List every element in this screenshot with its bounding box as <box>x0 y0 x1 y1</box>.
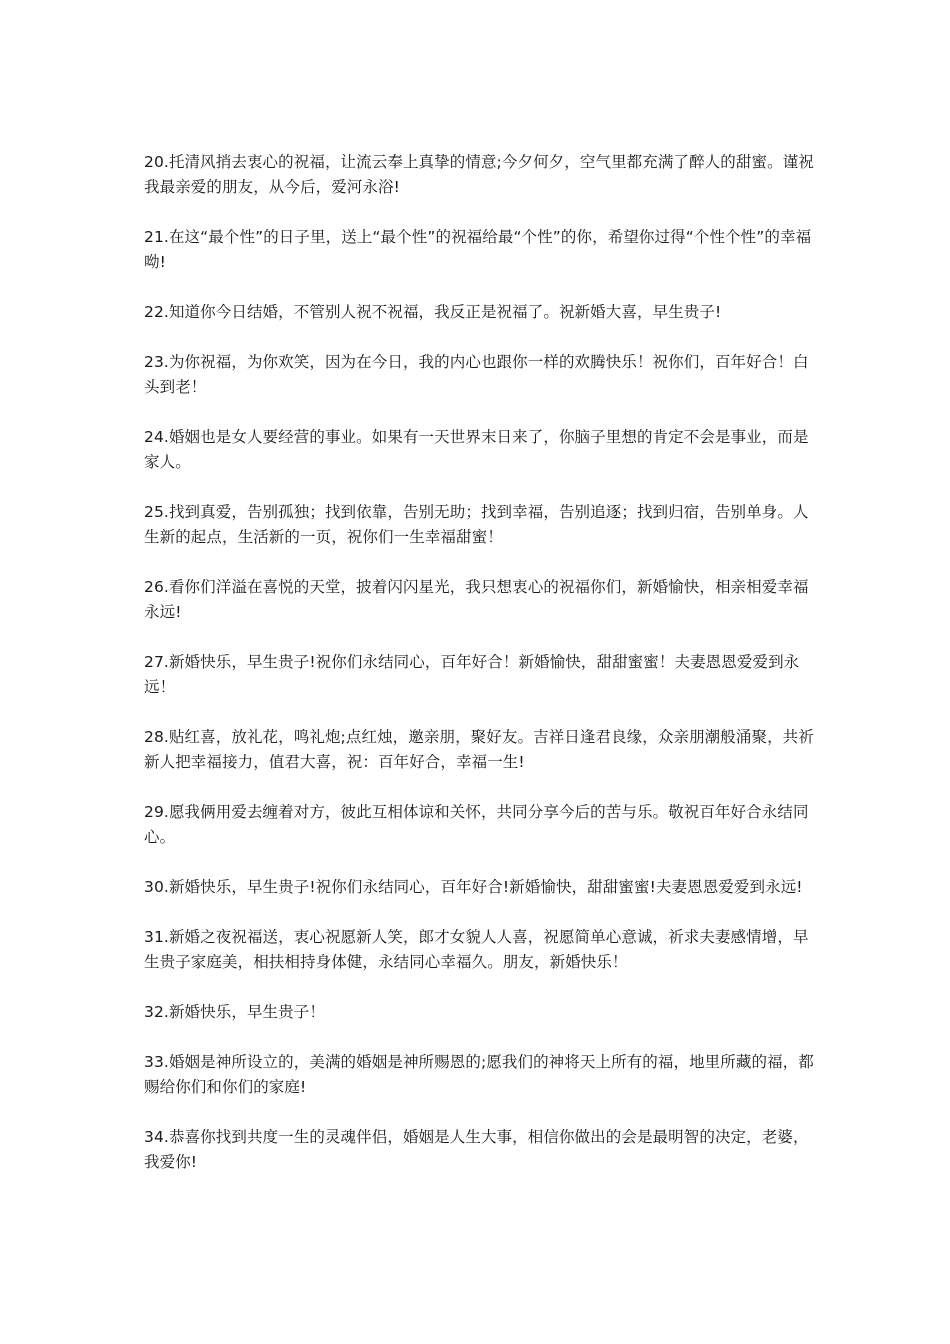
wish-paragraph-23: 23.为你祝福，为你欢笑，因为在今日，我的内心也跟你一样的欢腾快乐！祝你们，百年好合！白头到老！ <box>144 353 809 396</box>
wish-paragraph-33: 33.婚姻是神所设立的，美满的婚姻是神所赐恩的;愿我们的神将天上所有的福，地里所藏的福，都赐给你们和你们的家庭! <box>144 1053 814 1096</box>
wish-paragraph-27: 27.新婚快乐，早生贵子!祝你们永结同心，百年好合！新婚愉快，甜甜蜜蜜！夫妻恩恩爱爱到永远！ <box>144 653 800 696</box>
wish-paragraph-29: 29.愿我俩用爱去缠着对方，彼此互相体谅和关怀，共同分享今后的苦与乐。敬祝百年好合永结同心。 <box>144 803 809 846</box>
wish-paragraph-21: 21.在这“最个性”的日子里，送上“最个性”的祝福给最“个性”的你，希望你过得“个性个性”的幸福呦! <box>144 228 812 271</box>
wish-paragraph-28: 28.贴红喜，放礼花，鸣礼炮;点红烛，邀亲朋，聚好友。吉祥日逢君良缘，众亲朋潮般涌聚，共祈新人把幸福接力，值君大喜，祝：百年好合，幸福一生! <box>144 728 814 771</box>
wish-paragraph-22: 22.知道你今日结婚，不管别人祝不祝福，我反正是祝福了。祝新婚大喜，早生贵子! <box>144 303 722 321</box>
wish-paragraph-25: 25.找到真爱，告别孤独；找到依靠，告别无助；找到幸福，告别追逐；找到归宿，告别单身。人生新的起点，生活新的一页，祝你们一生幸福甜蜜！ <box>144 503 809 546</box>
wish-paragraph-30: 30.新婚快乐，早生贵子!祝你们永结同心，百年好合!新婚愉快，甜甜蜜蜜!夫妻恩恩爱爱到永远! <box>144 878 803 896</box>
document-page <box>144 150 824 1200</box>
wish-paragraph-34: 34.恭喜你找到共度一生的灵魂伴侣，婚姻是人生大事，相信你做出的会是最明智的决定，老婆，我爱你! <box>144 1128 809 1171</box>
wish-paragraph-32: 32.新婚快乐，早生贵子！ <box>144 1003 325 1021</box>
wish-paragraph-31: 31.新婚之夜祝福送，衷心祝愿新人笑，郎才女貌人人喜，祝愿简单心意诚，祈求夫妻感情增，早生贵子家庭美，相扶相持身体健，永结同心幸福久。朋友，新婚快乐！ <box>144 928 809 971</box>
wish-paragraph-26: 26.看你们洋溢在喜悦的天堂，披着闪闪星光，我只想衷心的祝福你们，新婚愉快，相亲相爱幸福永远! <box>144 578 809 621</box>
wish-paragraph-20: 20.托清风捎去衷心的祝福，让流云奉上真挚的情意;今夕何夕，空气里都充满了醉人的甜蜜。谨祝我最亲爱的朋友，从今后，爱河永浴! <box>144 153 814 196</box>
wish-paragraph-24: 24.婚姻也是女人要经营的事业。如果有一天世界末日来了，你脑子里想的肯定不会是事业，而是家人。 <box>144 428 809 471</box>
